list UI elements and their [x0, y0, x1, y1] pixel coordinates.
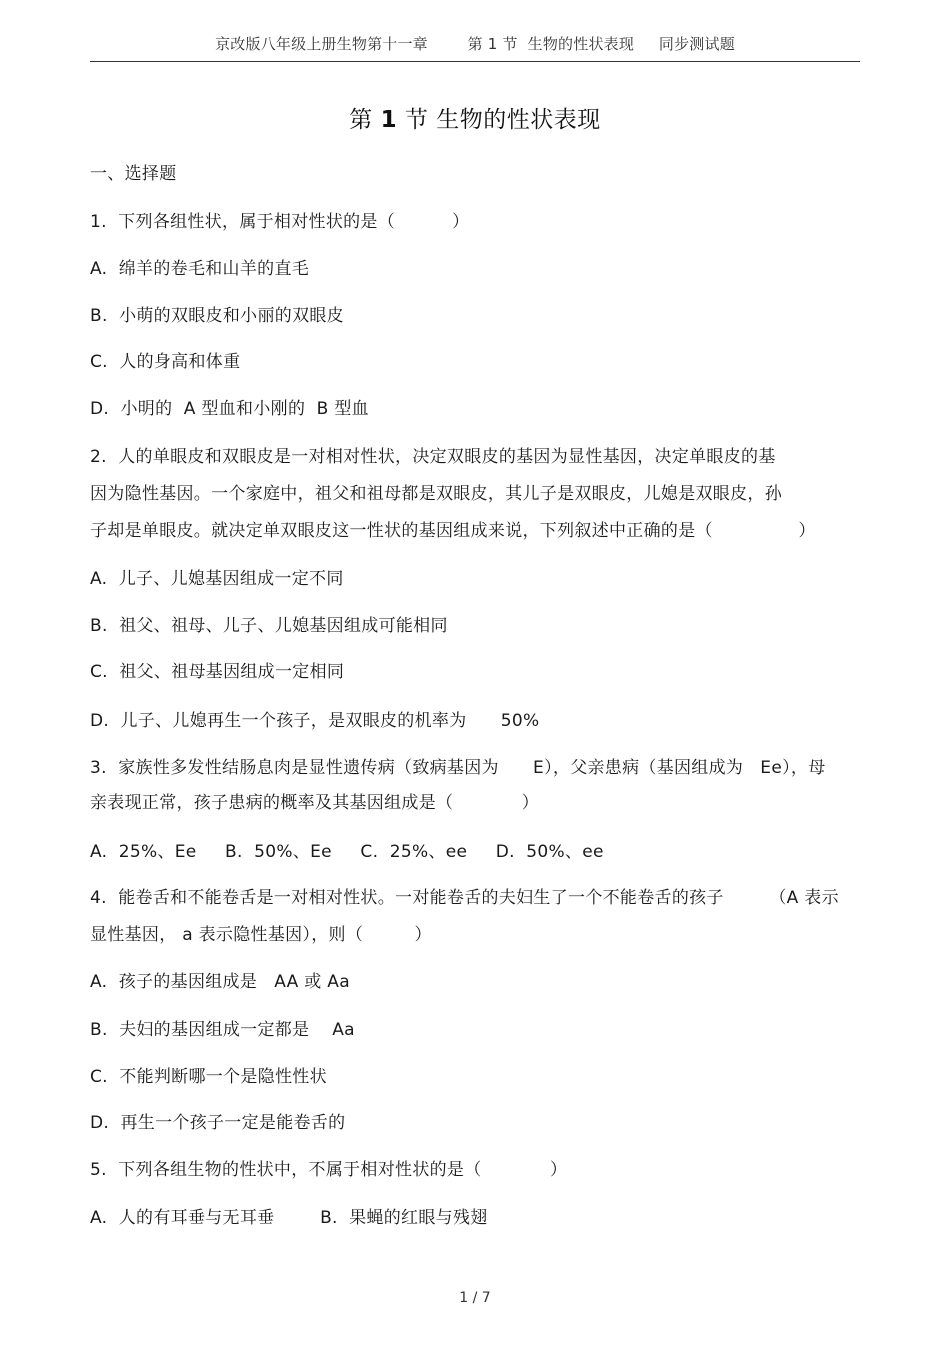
question-3-line-2: 亲表现正常，孩子患病的概率及其基因组成是（ ） — [90, 793, 540, 813]
question-4-line-2: 显性基因， a 表示隐性基因），则（ ） — [90, 925, 432, 945]
q4-option-a: A. 孩子的基因组成是 AA 或 Aa — [90, 972, 350, 992]
question-4-line-1: 4. 能卷舌和不能卷舌是一对相对性状。一对能卷舌的夫妇生了一个不能卷舌的孩子 （A 表示 — [90, 888, 839, 908]
q3-options: A. 25%、Ee B. 50%、Ee C. 25%、ee D. 50%、ee — [90, 842, 604, 862]
q1-option-d: D. 小明的 A 型血和小刚的 B 型血 — [90, 399, 369, 419]
header-right: 第 1 节 生物的性状表现 同步测试题 — [467, 35, 735, 53]
q5-options: A. 人的有耳垂与无耳垂 B. 果蝇的红眼与残翅 — [90, 1208, 488, 1228]
q1-option-a: A. 绵羊的卷毛和山羊的直毛 — [90, 259, 310, 279]
page-number: 1 / 7 — [459, 1290, 491, 1306]
question-3-line-1: 3. 家族性多发性结肠息肉是显性遗传病（致病基因为 E），父亲患病（基因组成为 Ee），母 — [90, 758, 826, 778]
q1-option-c: C. 人的身高和体重 — [90, 352, 241, 372]
question-2-line-3: 子却是单眼皮。就决定单双眼皮这一性状的基因组成来说，下列叙述中正确的是（ ） — [90, 521, 816, 541]
q2-option-a: A. 儿子、儿媳基因组成一定不同 — [90, 569, 344, 589]
header-rule — [90, 61, 860, 62]
q2-option-b: B. 祖父、祖母、儿子、儿媳基因组成可能相同 — [90, 616, 448, 636]
page-title: 第 1 节 生物的性状表现 — [349, 107, 601, 133]
q4-option-b: B. 夫妇的基因组成一定都是 Aa — [90, 1020, 355, 1040]
section-heading: 一、选择题 — [90, 164, 177, 184]
header-left: 京改版八年级上册生物第十一章 — [215, 35, 428, 53]
q4-option-d: D. 再生一个孩子一定是能卷舌的 — [90, 1113, 346, 1133]
question-2-line-2: 因为隐性基因。一个家庭中，祖父和祖母都是双眼皮，其儿子是双眼皮，儿媳是双眼皮，孙 — [90, 484, 782, 504]
question-1: 1. 下列各组性状，属于相对性状的是（ ） — [90, 212, 470, 232]
q4-option-c: C. 不能判断哪一个是隐性性状 — [90, 1067, 327, 1087]
question-2-line-1: 2. 人的单眼皮和双眼皮是一对相对性状，决定双眼皮的基因为显性基因，决定单眼皮的基 — [90, 447, 776, 467]
question-5: 5. 下列各组生物的性状中，不属于相对性状的是（ ） — [90, 1160, 568, 1180]
q2-option-c: C. 祖父、祖母基因组成一定相同 — [90, 662, 345, 682]
page-header — [90, 33, 860, 54]
q1-option-b: B. 小萌的双眼皮和小丽的双眼皮 — [90, 306, 344, 326]
q2-option-d: D. 儿子、儿媳再生一个孩子，是双眼皮的机率为 50% — [90, 711, 540, 731]
